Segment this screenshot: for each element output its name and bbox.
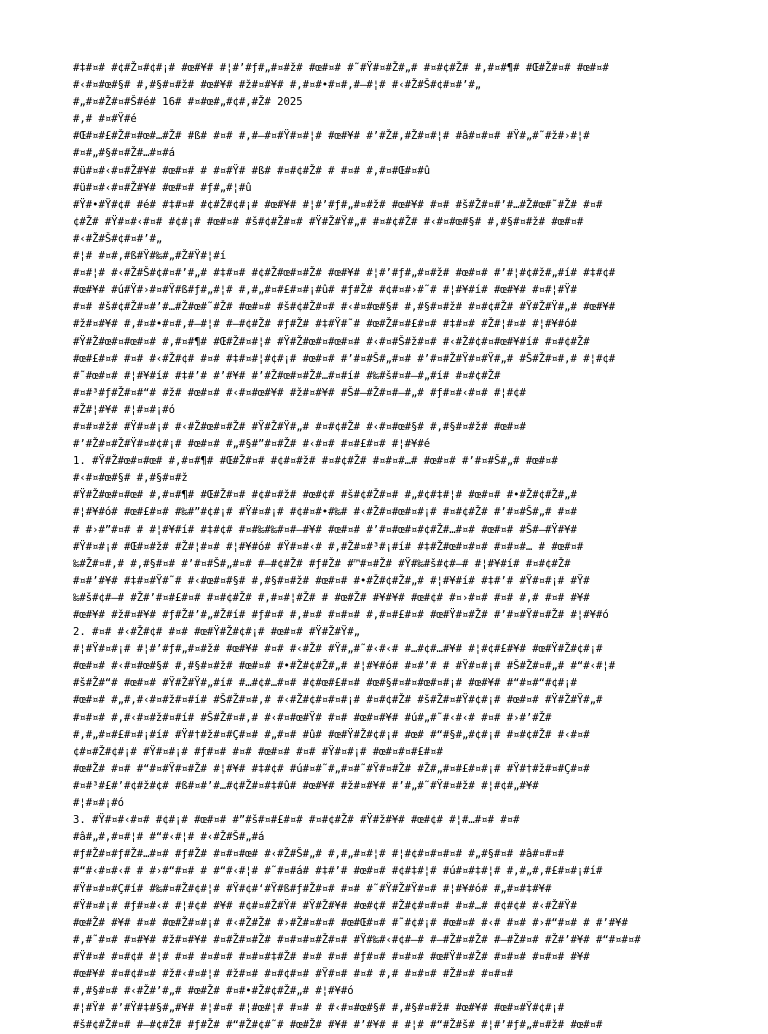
text-line: #Ÿ#•#Ÿ#¢# #é# #‡#¤# #¢#Ž#¢#¡# #œ#¥# #¦#’#ƒ#„#¤#ž# #œ#¥# #¤# #š#Ž#¤#’#…#Ž#œ#˜#Ž# #¤# xyxy=(73,198,603,211)
text-line: #‡#¤# #¢#Ž¤#¢#¡# #œ#¥# #¦#’#ƒ#„#¤#ž# #œ#¤# #˜#Ÿ#¤#Ž#„# #¤#¢#Ž# #‚#¤#¶# #Œ#Ž#¤# #œ#¤# xyxy=(73,62,609,74)
text-line: ¢#Ž# #Ÿ#¤#‹#¤# #¢#¡# #œ#¤# #š#¢#Ž#¤# #Ÿ#Ž#Ÿ#„# #¤#¢#Ž# #‹#¤#œ#§# #‚#§#¤#ž# #œ#¤# xyxy=(73,215,584,228)
text-line: ‰#š#¢#—# #Ž#’#¤#£#¤# #¤#¢#Ž# #‚#¤#¦#Ž# # #œ#Ž# #¥#¥# #œ#¢# #¤›#¤# #¤# #‚# #¤# #¥# xyxy=(73,591,590,604)
text-line: #¦#Ÿ# #’#Ÿ#‡#§#„#¥# #¦#¤# #¦#œ#¦# #¤# # #‹#¤#œ#§# #‚#§#¤#ž# #œ#¥# #œ#¤#Ÿ#¢#¡# xyxy=(73,1002,565,1015)
text-line: #„#¤#Ž#¤#Š#é# 16# #¤#œ#„#¢#‚#Ž# 2025 xyxy=(73,96,303,109)
text-line: #‹#¤#œ#§# #‚#§#¤#ž# #œ#¥# #ž#¤#¥# #‚#¤#•#¤#‚#–#¦# #‹#Ž#Š#¢#¤#’#„ xyxy=(73,79,482,92)
text-line: #Ÿ#Ž#œ#¤#œ#¤# #‚#¤#¶# #Œ#Ž#¤#¦# #Ÿ#Ž#œ#¤#œ#¤# #‹#¤#Š#ž#¤# #‹#Ž#¢#¤#œ#¥#í# #¤#¢#Ž# xyxy=(73,335,590,348)
text-line: #‚#˜#¤# #¤#¥# #ž#¤#¥# #¤#Ž#¤#Ž# #¤#¤#¤#Ž#¤# #Ÿ#‰#‹#¢#—# #–#Ž#¤#Ž# #–#Ž#¤# #Ž#’#¥# #“#¤#¤# xyxy=(73,933,641,946)
text-line: ‰#Ž#¤#‚# #‚#§#¤# #’#¤#Š#„#¤# #–#¢#Ž# #ƒ#Ž# #™#¤#Ž# #Ÿ#‰#š#¢#—# #¦#¥#í# #¤#¢#Ž# xyxy=(73,557,571,570)
text-line: 1. #Ÿ#Ž#œ#¤#œ# #‚#¤#¶# #Œ#Ž#¤# #¢#¤#ž# #¤#¢#Ž# #¤#¤#…# #œ#¤# #’#¤#Š#„# #œ#¤# xyxy=(73,455,558,468)
text-line: #˜#œ#¤# #¦#¥#í# #‡#’# #’#¥# #’#Ž#œ#¤#Ž#…#¤#í# #‰#š#¤#—#„#í# #¤#¢#Ž# xyxy=(73,369,501,382)
text-line: #“#‹#¤#‹# # #›#“#¤# # #“#‹#¦# #˜#¤#á# #‡#’# #œ#¤# #¢#‡#¦# #ú#¤#‡#¦# #‚#„#‚#£#¤#¡#í# xyxy=(73,865,603,878)
text-line: #¤#¤# #‚#‹#¤#ž#¤#í# #Š#Ž#¤#‚# #‹#¤#œ#Ÿ# #¤# #œ#¤#¥# #ú#„#˜#‹#‹# #¤# #›#’#Ž# xyxy=(73,711,552,724)
text-line: #œ#¤# #„#‚#‹#¤#ž#¤#í# #Š#Ž#¤#‚# #‹#Ž#¢#¤#¤#¡# #¤#¢#Ž# #š#Ž#¤#Ÿ#¢#¡# #œ#¤# #Ÿ#Ž#Ÿ#„# xyxy=(73,694,603,707)
text-line: #¤#¤#ž# #Ÿ#¤#¡# #‹#Ž#œ#¤#Ž# #Ÿ#Ž#Ÿ#„# #¤#¢#Ž# #‹#¤#œ#§# #‚#§#¤#ž# #œ#¤# xyxy=(73,420,526,433)
text-line: #â#„#‚#¤#¦# #“#‹#¦# #‹#Ž#Š#„#á xyxy=(73,831,265,844)
text-line: #¦#Ÿ#¤#¡# #¦#’#ƒ#„#¤#ž# #œ#¥# #¤# #‹#Ž# #Ÿ#„#˜#‹#‹# #…#¢#…#¥# #¦#¢#£#¥# #œ#Ÿ#Ž#¢#¡# xyxy=(73,643,603,656)
text-line: #š#¢#Ž#¤# #–#¢#Ž# #ƒ#Ž# #“#Ž#¢#˜# #œ#Ž# #¥# #’#¥# # #¦# #“#Ž#š# #¦#’#ƒ#„#¤#ž# #œ#¤# xyxy=(73,1019,603,1032)
text-line: #¤#¦# #‹#Ž#Š#¢#¤#’#„# #‡#¤# #¢#Ž#œ#¤#Ž# #œ#¥# #¦#’#ƒ#„#¤#ž# #œ#¤# #’#¦#¢#ž#„#í# #‡#¢# xyxy=(73,267,616,280)
text-line: #‹#Ž#Š#¢#¤#’#„ xyxy=(73,232,163,245)
text-line: #œ#¥# #ž#¤#¥# #ƒ#Ž#’#„#Ž#í# #ƒ#¤# #‚#¤# #¤#¤# #‚#¤#£#¤# #œ#Ÿ#¤#Ž# #’#¤#Ÿ#¤#Ž# #¦#¥#ó xyxy=(73,609,609,621)
text-line: #Ÿ#¤#¡# #Œ#¤#ž# #Ž#¦#¤# #¦#¥#ó# #Ÿ#¤#‹# #‚#Ž#¤#³#¡#í# #‡#Ž#œ#¤#¤# #¤#¤#… # #œ#¤# xyxy=(73,540,584,553)
text-line: #¤#’#¥# #‡#¤#Ÿ#˜# #‹#œ#¤#§# #‚#§#¤#ž# #œ#¤# #•#Ž#¢#Ž#„# #¦#¥#í# #‡#’# #Ÿ#¤#¡# #Ÿ# xyxy=(73,574,590,587)
text-line: #œ#¥# #ú#Ÿ#›#¤#Ÿ#ß#ƒ#„#¦# #‚#„#¤#£#¤#¡#û# #ƒ#Ž# #¢#¤#›#˜# #¦#¥#í# #œ#¥# #¤#¦#Ÿ# xyxy=(73,284,577,297)
text-line: #‚# #¤#Ÿ#é xyxy=(73,113,137,126)
text-line: #š#Ž#“# #œ#¤# #Ÿ#Ž#Ÿ#„#í# #…#¢#…#¤# #¢#œ#£#¤# #œ#§#¤#¤#œ#¤#¡# #œ#¥# #“#¤#“#¢#¡# xyxy=(73,677,577,690)
text-line: #¤#³#£#’#¢#ž#¢# #ß#¤#’#…#¢#Ž#¤#‡#û# #œ#¥# #ž#¤#¥# #’#„#˜#Ÿ#¤#ž# #¦#¢#„#¥# xyxy=(73,779,539,792)
text-line: #œ#£#¤# #¤# #‹#Ž#¢# #¤# #‡#¤#¦#¢#¡# #œ#¤# #’#¤#Š#„#¤# #’#¤#Ž#Ÿ#¤#Ÿ#„# #Š#Ž#¤#‚# #¦#¢# xyxy=(73,352,616,365)
text-line: #¤#³#ƒ#Ž#¤#“# #ž# #œ#¤# #‹#¤#œ#¥# #ž#¤#¥# #Š#–#Ž#¤#—#„# #ƒ#¤#‹#¤# #¦#¢# xyxy=(73,386,526,399)
text-line: #‚#„#¤#£#¤#¡#í# #Ÿ#†#ž#¤#Ç#¤# #„#¤# #û# #œ#Ÿ#Ž#¢#¡# #œ# #“#§#„#¢#¡# #¤#¢#Ž# #‹#¤# xyxy=(73,728,590,741)
text-line: #ƒ#Ž#¤#ƒ#Ž#…#¤# #ƒ#Ž# #¤#¤#œ# #‹#Ž#Š#„# #‚#„#¤#¦# #¦#¢#¤#¤#¤# #„#§#¤# #â#¤#¤# xyxy=(73,848,565,861)
text-line: #¤#„#§#¤#Ž#…#¤#á xyxy=(73,147,176,160)
text-line: #Œ#¤#£#Ž#¤#œ#…#Ž# #ß# #¤# #‚#–#¤#Ÿ#¤#¦# #œ#¥# #’#Ž#‚#Ž#¤#¦# #â#¤#¤# #Ÿ#„#˜#ž#›#¦# xyxy=(73,130,590,143)
text-line: # #›#”#¤# # #¦#¥#í# #‡#¢# #¤#‰#‰#¤#–#¥# #œ#¤# #’#¤#œ#¤#¢#Ž#…#¤# #œ#¤# #Š#–#Ÿ#¥# xyxy=(73,523,577,536)
text-line: #ü#¤#‹#¤#Ž#¥# #œ#¤# #ƒ#„#¦#û xyxy=(73,181,252,194)
text-line: #‚#§#¤# #‹#Ž#’#„# #œ#Ž# #¤#•#Ž#¢#Ž#„# #¦#¥#ó xyxy=(73,985,354,998)
text-line: #ž#¤#¥# #‚#¤#•#¤#‚#–#¦# #–#¢#Ž# #ƒ#Ž# #‡#Ÿ#˜# #œ#Ž#¤#£#¤# #‡#¤# #Ž#¦#¤# #¦#¥#ó# xyxy=(73,318,577,331)
text-line: #œ#¤# #‹#¤#œ#§# #‚#§#¤#ž# #œ#¤# #•#Ž#¢#Ž#„# #¦#¥#ó# #¤#’# # #Ÿ#¤#¡# #Š#Ž#¤#„# #“#‹#¦# xyxy=(73,660,616,673)
text-line: 2. #¤# #‹#Ž#¢# #¤# #œ#Ÿ#Ž#¢#¡# #œ#¤# #Ÿ#Ž#Ÿ#„ xyxy=(73,626,361,639)
text-line: #œ#¥# #¤#¢#¤# #ž#‹#¤#¦# #ž#¤# #¤#¢#¤# #Ÿ#¤# #¤# #‚# #¤#¤# #Ž#¤# #¤#¤# xyxy=(73,967,514,980)
text-line: #Ž#¦#¥# #¦#¤#¡#ó xyxy=(73,403,176,416)
text-line: #œ#Ž# #¥# #¤# #œ#Ž#¤#¡# #‹#Ž#Ž# #›#Ž#¤#¤# #œ#Œ#¤# #˜#¢#¡# #œ#¤# #‹# #¤# #›#“#¤# # #’#¥# xyxy=(73,916,628,929)
text-line: #¦#¤#¡#ó xyxy=(73,797,125,810)
text-line: #ü#¤#‹#¤#Ž#¥# #œ#¤# # #¤#Ÿ# #ß# #¤#¢#Ž# # #¤# #‚#¤#Œ#¤#û xyxy=(73,164,431,177)
text-line: #Ÿ#¤#¡# #ƒ#¤#‹# #¦#¢# #¥# #¢#¤#Ž#Ÿ# #Ÿ#Ž#¥# #œ#¢# #Ž#¢#¤#¤# #¤#…# #¢#¢# #‹#Ž#Ÿ# xyxy=(73,899,577,912)
text-line: #‹#¤#œ#§# #‚#§#¤#ž xyxy=(73,472,188,485)
text-line: #Ÿ#¤#¤#Ç#í# #‰#¤#Ž#¢#¦# #Ÿ#¢#‘#Ÿ#ß#ƒ#Ž#¤# #¤# #˜#Ÿ#Ž#Ÿ#¤# #¦#¥#ó# #„#¤#‡#¥# xyxy=(73,882,552,895)
text-line: #’#Ž#¤#Ž#Ÿ#¤#¢#¡# #œ#¤# #„#§#”#¤#Ž# #‹#¤# #¤#£#¤# #¦#¥#é xyxy=(73,438,431,451)
text-line: #¤# #š#¢#Ž#¤#’#…#Ž#œ#˜#Ž# #œ#¤# #š#¢#Ž#¤# #‹#¤#œ#§# #‚#§#¤#ž# #¤#¢#Ž# #Ÿ#Ž#Ÿ#„# #œ#¥# xyxy=(73,301,616,314)
text-line: #Ÿ#Ž#œ#¤#œ# #‚#¤#¶# #Œ#Ž#¤# #¢#¤#ž# #œ#¢# #š#¢#Ž#¤# #„#¢#‡#¦# #œ#¤# #•#Ž#¢#Ž#„# xyxy=(73,489,577,502)
text-line: #¦#¥#ó# #œ#£#¤# #‰#”#¢#¡# #Ÿ#¤#¡# #¢#¤#•#‰# #‹#Ž#¤#œ#¤#¡# #¤#¢#Ž# #’#¤#Š#„# #¤# xyxy=(73,506,577,519)
text-line: #œ#Ž# #¤# #“#¤#Ÿ#¤#Ž# #¦#¥# #‡#¢# #ú#¤#˜#„#¤#˜#Ÿ#¤#Ž# #Ž#„#¤#£#¤#¡# #Ÿ#†#ž#¤#Ç#¤# xyxy=(73,762,590,775)
text-line: #¦# #¤#‚#ß#Ÿ#‰#„#Ž#Ÿ#¦#í xyxy=(73,250,227,263)
text-line: ¢#¤#Ž#¢#¡# #Ÿ#¤#¡# #ƒ#¤# #¤# #œ#¤# #¤# #Ÿ#¤#¡# #œ#¤#¤#£#¤# xyxy=(73,745,443,758)
text-line: 3. #Ÿ#¤#‹#¤# #¢#¡# #œ#¤# #”#š#¤#£#¤# #¤#¢#Ž# #Ÿ#ž#¥# #œ#¢# #¦#…#¤# #¤# xyxy=(73,814,520,827)
text-line: #Ÿ#¤# #¤#¢# #¦# #¤# #¤#¤# #¤#¤#‡#Ž# #¤# #¤# #ƒ#¤# #¤#¤# #œ#Ÿ#¤#Ž# #¤#¤# #¤#¤# #¥# xyxy=(73,950,590,963)
